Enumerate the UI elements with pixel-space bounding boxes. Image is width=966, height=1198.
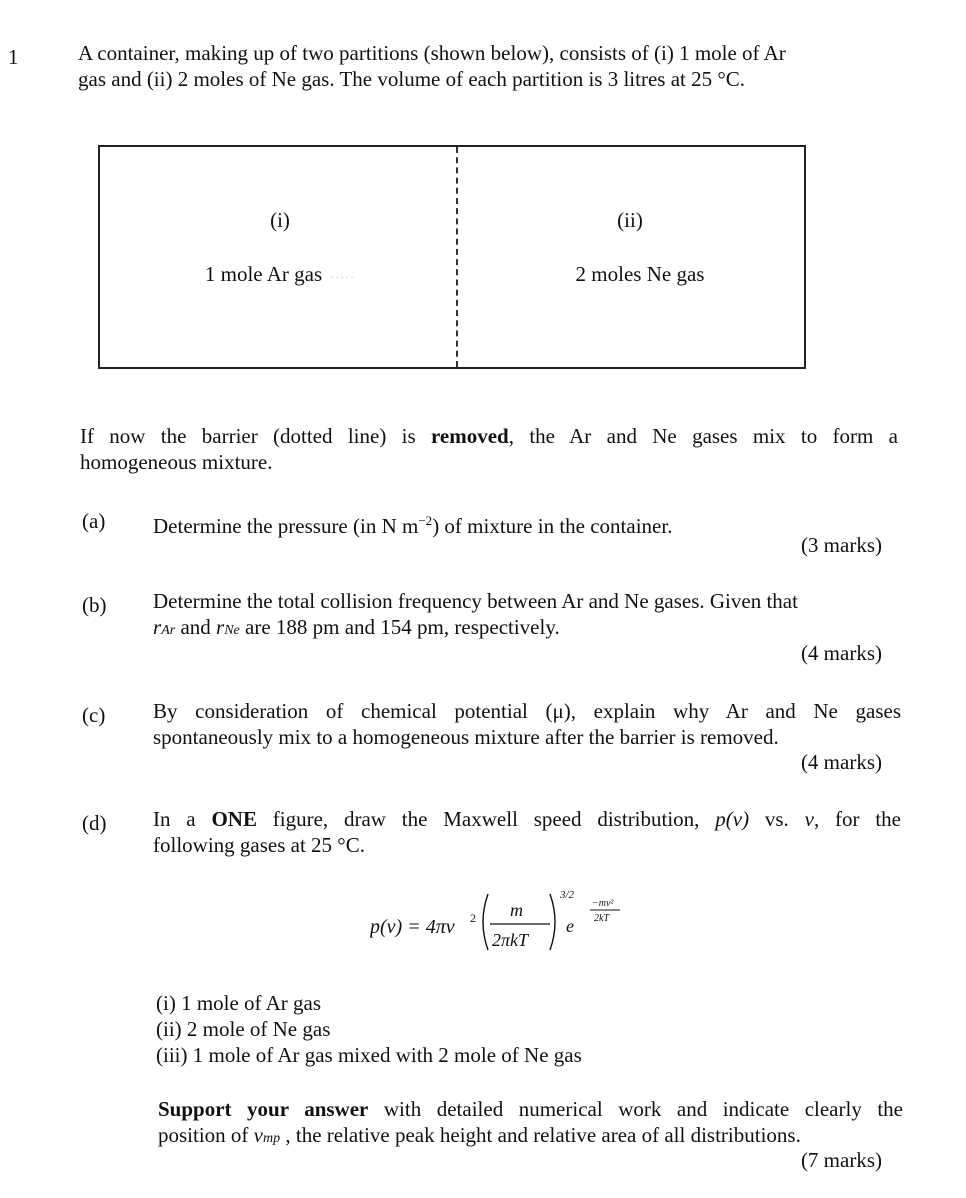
- part-a-superscript: −2: [418, 513, 433, 528]
- formula-right-paren: [550, 894, 555, 950]
- formula-e: e: [566, 916, 574, 936]
- r-ne-subscript: Ne: [224, 623, 240, 638]
- formula-exp-numerator: −mv²: [592, 898, 614, 909]
- r-ar-subscript: Ar: [161, 623, 176, 638]
- part-d-line-2: following gases at 25 °C.: [153, 833, 365, 857]
- part-c-line-1: By consideration of chemical potential (μ), explain why Ar and Ne gases: [153, 699, 901, 723]
- barrier-dotted-line: [456, 147, 458, 367]
- part-d-vs: vs.: [749, 807, 805, 831]
- part-c-text: [153, 698, 901, 750]
- partition-1-label: (i): [270, 208, 290, 232]
- question-number: 1: [8, 45, 19, 69]
- part-d-text-b: figure, draw the Maxwell speed distribution,: [256, 807, 716, 831]
- maxwell-formula: [370, 878, 650, 958]
- faint-dots-decoration: ·····: [330, 270, 356, 284]
- formula-exp-denominator: 2kT: [594, 913, 609, 924]
- barrier-line-2: homogeneous mixture.: [80, 450, 273, 474]
- part-d-line-1: [153, 806, 901, 832]
- part-b-marks: (4 marks): [800, 641, 882, 665]
- part-a-label: (a): [82, 509, 106, 533]
- formula-denominator: 2πkT: [492, 930, 529, 950]
- partition-2-label: (ii): [617, 208, 643, 232]
- support-rest: with detailed numerical work and indicate clearly the: [368, 1097, 904, 1121]
- barrier-text-b: , the Ar and Ne gases mix to form a: [508, 424, 898, 448]
- formula-numerator: m: [510, 900, 523, 920]
- intro-line-1: A container, making up of two partitions (shown below), consists of (i) 1 mole of Ar: [78, 41, 786, 65]
- support-bold: Support your answer: [158, 1097, 369, 1121]
- support-line-2-b: , the relative peak height and relative area of all distributions.: [280, 1123, 801, 1147]
- partition-1-gas: [160, 261, 400, 290]
- barrier-line-1: [80, 423, 898, 449]
- part-d-v: v: [804, 807, 814, 831]
- part-d-label: (d): [82, 811, 107, 835]
- part-b-and: and: [175, 615, 217, 639]
- vmp-subscript: mp: [263, 1131, 281, 1146]
- gas-list: [156, 990, 856, 1068]
- formula-power: 3/2: [560, 889, 575, 901]
- intro-paragraph: [78, 40, 898, 92]
- formula-v-squared: 2: [470, 911, 476, 925]
- gas-list-item: (iii) 1 mole of Ar gas mixed with 2 mole of Ne gas: [156, 1043, 582, 1067]
- part-b-line-2-rest: are 188 pm and 154 pm, respectively.: [239, 615, 560, 639]
- part-b-label: (b): [82, 593, 107, 617]
- part-d-marks: (7 marks): [800, 1148, 882, 1172]
- partition-1-gas-text: 1 mole Ar gas: [204, 262, 323, 286]
- vmp-symbol: v: [253, 1123, 263, 1147]
- part-a-text-b: ) of mixture in the container.: [432, 514, 673, 538]
- part-d-pv: p(v): [715, 807, 750, 831]
- part-c-line-2: spontaneously mix to a homogeneous mixture after the barrier is removed.: [153, 725, 779, 749]
- part-d-text: [153, 806, 901, 858]
- gas-list-item: (ii) 2 mole of Ne gas: [156, 1017, 331, 1041]
- part-d-bold-one: ONE: [211, 807, 257, 831]
- support-paragraph: [158, 1096, 903, 1152]
- formula-left-paren: [483, 894, 488, 950]
- part-c-marks: (4 marks): [800, 750, 882, 774]
- part-a-text-a: Determine the pressure (in N m: [153, 514, 419, 538]
- r-ar-symbol: r: [153, 615, 162, 639]
- partition-2-gas: 2 moles Ne gas: [575, 262, 705, 286]
- support-line-2: [158, 1122, 903, 1152]
- gas-list-item: (i) 1 mole of Ar gas: [156, 991, 322, 1015]
- part-b-text: [153, 588, 901, 644]
- container-diagram: [98, 145, 806, 369]
- formula-lhs: p(v) = 4πv: [370, 916, 455, 938]
- barrier-bold-removed: removed: [430, 424, 509, 448]
- part-d-text-a: In a: [153, 807, 212, 831]
- intro-line-2: gas and (ii) 2 moles of Ne gas. The volume of each partition is 3 litres at 25 °C.: [78, 67, 746, 91]
- part-c-label: (c): [82, 703, 106, 727]
- part-a-text: [153, 508, 901, 539]
- part-a-marks: (3 marks): [800, 533, 882, 557]
- barrier-paragraph: [80, 423, 898, 475]
- part-b-line-1: Determine the total collision frequency between Ar and Ne gases. Given that: [153, 589, 798, 613]
- support-line-2-a: position of: [158, 1123, 254, 1147]
- support-line-1: [158, 1096, 903, 1122]
- part-b-line-2: [153, 614, 901, 644]
- part-d-text-c: , for the: [813, 807, 901, 831]
- barrier-text-a: If now the barrier (dotted line) is: [80, 424, 431, 448]
- r-ne-symbol: r: [216, 615, 225, 639]
